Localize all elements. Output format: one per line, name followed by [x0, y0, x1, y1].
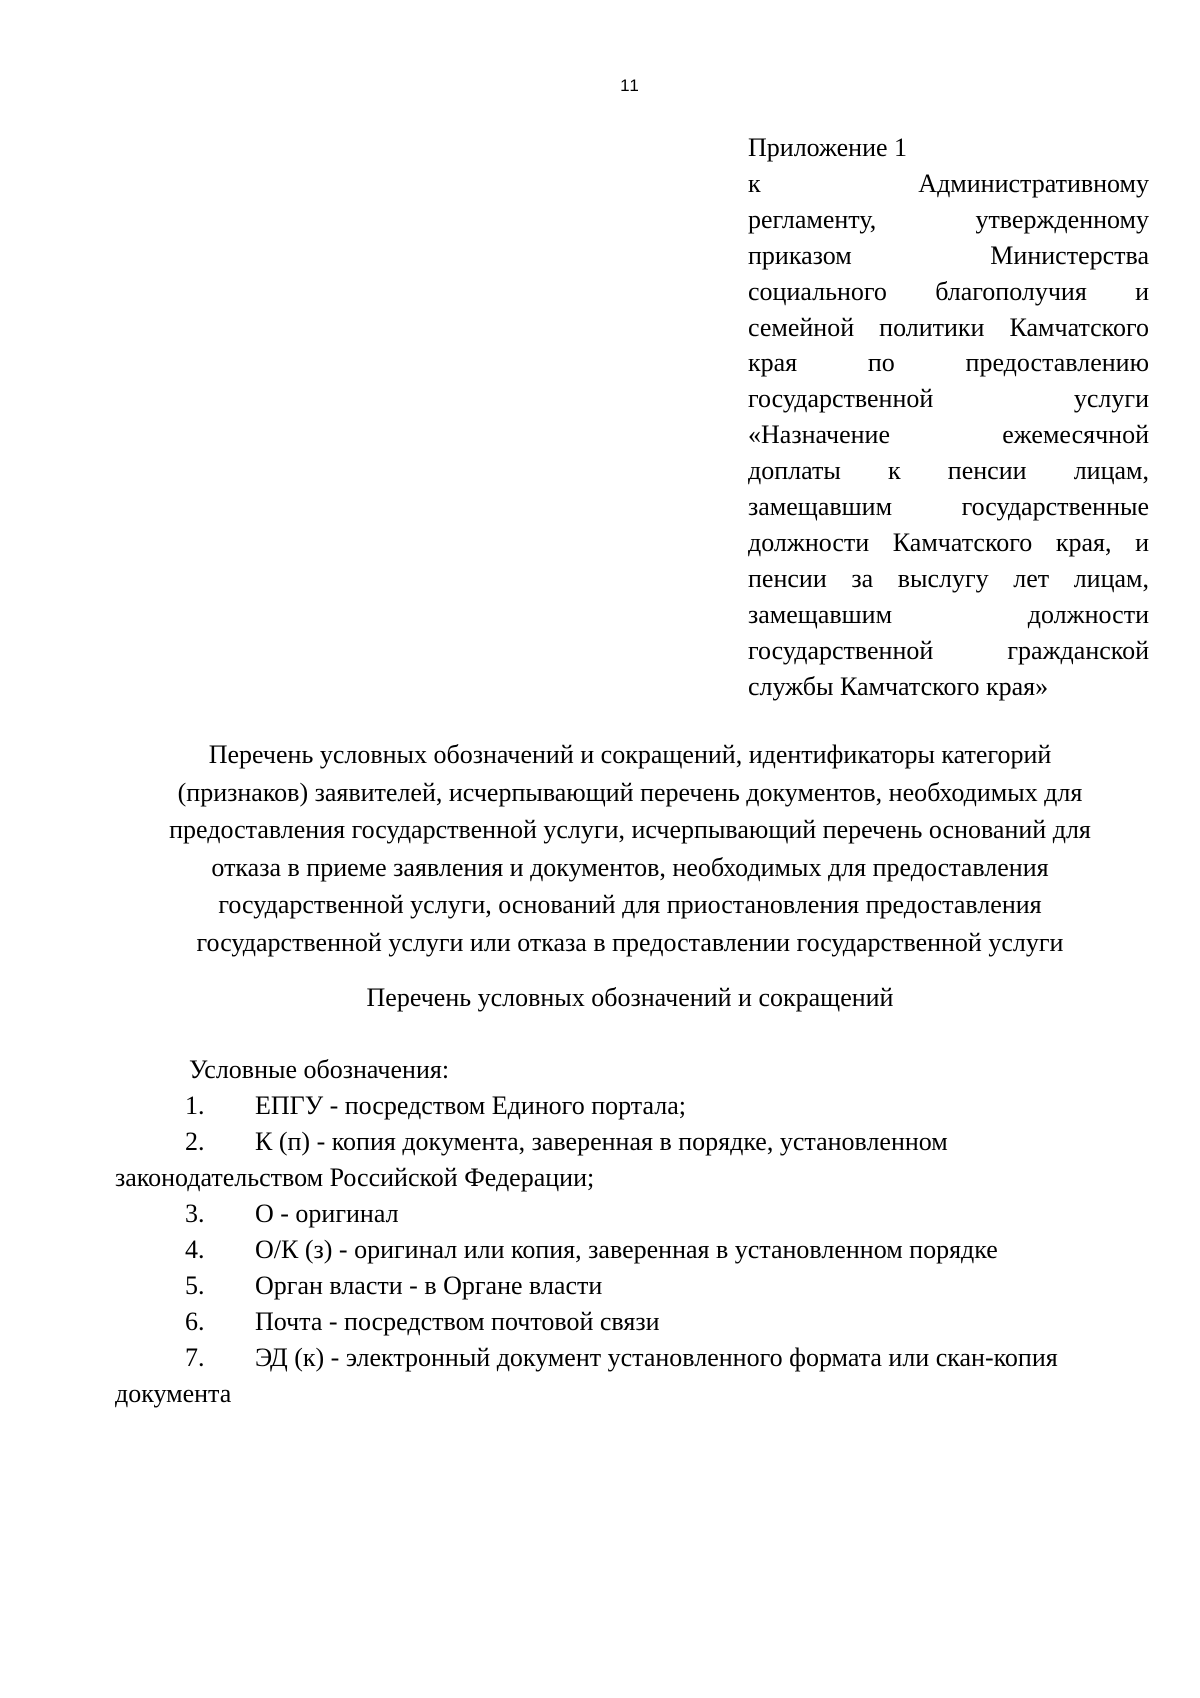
legend-item-text: Орган власти - в Органе власти: [255, 1271, 603, 1300]
title-line: (признаков) заявителей, исчерпывающий перечень документов, необходимых для: [177, 777, 1083, 807]
legend-item: [115, 1340, 1155, 1412]
appendix-line: замещавшим должности: [748, 599, 1149, 629]
appendix-line: регламенту, утвержденному: [748, 204, 1149, 234]
document-title: [80, 736, 1180, 962]
appendix-line: к Административному: [748, 168, 1149, 198]
section-subtitle: Перечень условных обозначений и сокращений: [366, 983, 894, 1012]
legend-item: [115, 1196, 1155, 1232]
legend-item-number: 7.: [185, 1343, 205, 1372]
title-line: государственной услуги, оснований для приостановления предоставления: [218, 890, 1042, 920]
legend-item-number: 6.: [185, 1307, 205, 1336]
appendix-line: семейной политики Камчатского: [748, 312, 1149, 342]
appendix-line: приказом Министерства: [748, 240, 1149, 270]
appendix-line: пенсии за выслугу лет лицам,: [748, 563, 1149, 593]
legend-item-continuation: законодательством Российской Федерации;: [115, 1163, 595, 1192]
title-line: предоставления государственной услуги, исчерпывающий перечень оснований для: [169, 815, 1091, 845]
appendix-line: социального благополучия и: [748, 276, 1149, 306]
legend-item: [115, 1088, 1155, 1124]
title-line: государственной услуги или отказа в предоставлении государственной услуги: [196, 927, 1064, 957]
appendix-line: государственной услуги: [748, 384, 1149, 414]
legend-item-text: Почта - посредством почтовой связи: [255, 1307, 660, 1336]
title-line: отказа в приеме заявления и документов, необходимых для предоставления: [211, 852, 1049, 882]
legend-item-text: О/К (з) - оригинал или копия, заверенная в установленном порядке: [255, 1235, 998, 1264]
legend-item-text: ЕПГУ - посредством Единого портала;: [255, 1091, 686, 1120]
appendix-line: края по предоставлению: [748, 348, 1149, 378]
legend-item-number: 2.: [185, 1127, 205, 1156]
legend-heading: Условные обозначения:: [189, 1055, 450, 1084]
appendix-line: государственной гражданской: [748, 635, 1149, 665]
legend-item: [115, 1232, 1155, 1268]
appendix-line: доплаты к пенсии лицам,: [748, 456, 1149, 486]
title-line: Перечень условных обозначений и сокращений, идентификаторы категорий: [208, 740, 1052, 769]
legend-item-number: 1.: [185, 1091, 205, 1120]
page-number: 11: [620, 76, 640, 95]
appendix-line: должности Камчатского края, и: [748, 527, 1149, 557]
legend-item-number: 3.: [185, 1199, 205, 1228]
legend-item-continuation: документа: [115, 1379, 232, 1408]
legend-item-text: О - оригинал: [255, 1199, 399, 1228]
appendix-line: Приложение 1: [748, 133, 908, 162]
legend-item: [115, 1268, 1155, 1304]
legend-item-number: 4.: [185, 1235, 205, 1264]
appendix-line: замещавшим государственные: [748, 492, 1149, 522]
legend-item-text: К (п) - копия документа, заверенная в порядке, установленном: [255, 1127, 948, 1156]
appendix-line: «Назначение ежемесячной: [748, 420, 1149, 450]
appendix-line: службы Камчатского края»: [748, 671, 1049, 701]
legend-item-text: ЭД (к) - электронный документ установленного формата или скан-копия: [255, 1343, 1058, 1372]
legend-section: [115, 1052, 1155, 1412]
legend-item: [115, 1304, 1155, 1340]
appendix-header: [748, 130, 1149, 705]
legend-item-number: 5.: [185, 1271, 205, 1300]
legend-item: [115, 1124, 1155, 1196]
